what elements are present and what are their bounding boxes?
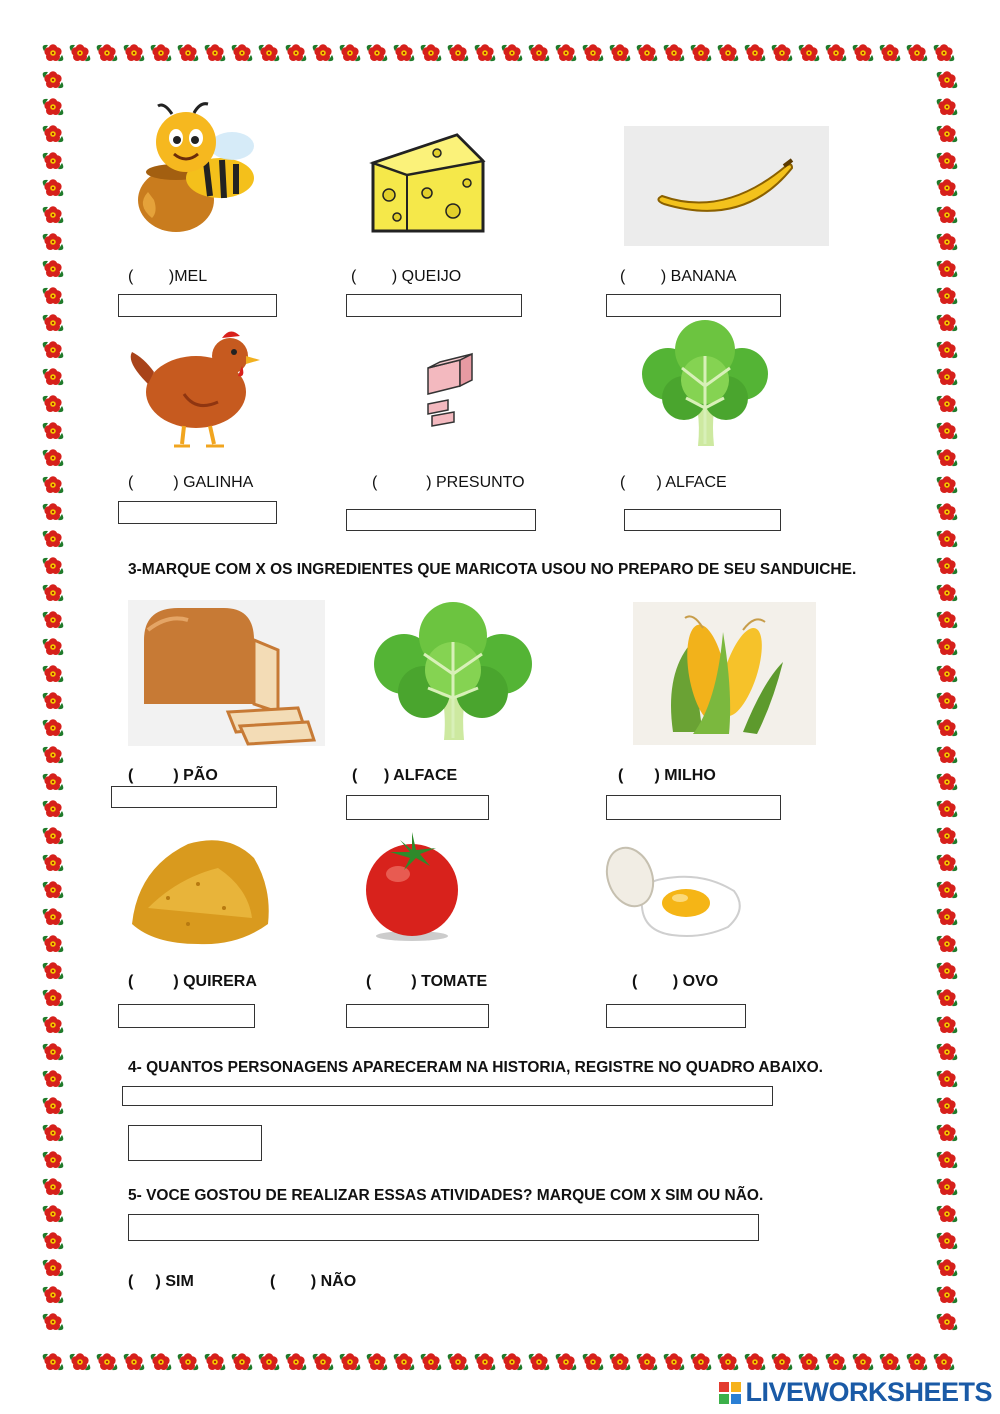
flower-icon bbox=[43, 1070, 64, 1087]
item-label-ovo: ( ) OVO bbox=[632, 973, 719, 990]
item-label-alface: ( ) ALFACE bbox=[352, 767, 458, 784]
flower-icon bbox=[70, 44, 91, 61]
flower-icon bbox=[43, 449, 64, 466]
flower-icon bbox=[937, 152, 958, 169]
flower-icon bbox=[937, 503, 958, 520]
flower-icon bbox=[937, 1286, 958, 1303]
flower-icon bbox=[937, 179, 958, 196]
flower-icon bbox=[43, 71, 64, 88]
flower-icon bbox=[43, 260, 64, 277]
flower-icon bbox=[43, 692, 64, 709]
flower-icon bbox=[637, 1353, 658, 1370]
flower-icon bbox=[205, 1353, 226, 1370]
item-label-tomate: ( ) TOMATE bbox=[366, 973, 488, 990]
flower-icon bbox=[934, 44, 955, 61]
flower-icon bbox=[178, 44, 199, 61]
lettuce-image bbox=[370, 600, 536, 745]
flower-icon bbox=[937, 1205, 958, 1222]
flower-icon bbox=[880, 1353, 901, 1370]
flower-icon bbox=[43, 746, 64, 763]
answer-box-question-5[interactable] bbox=[128, 1214, 759, 1241]
flower-icon bbox=[43, 665, 64, 682]
flower-icon bbox=[937, 638, 958, 655]
flower-icon bbox=[937, 422, 958, 439]
flower-icon bbox=[232, 44, 253, 61]
flower-icon bbox=[529, 1353, 550, 1370]
flower-icon bbox=[934, 1353, 955, 1370]
flower-icon bbox=[937, 260, 958, 277]
answer-box-ovo[interactable] bbox=[606, 1004, 746, 1028]
item-label-alface: ( ) ALFACE bbox=[620, 474, 727, 491]
flower-icon bbox=[259, 44, 280, 61]
flower-icon bbox=[394, 1353, 415, 1370]
flower-icon bbox=[43, 476, 64, 493]
flower-icon bbox=[43, 206, 64, 223]
flower-icon bbox=[43, 1259, 64, 1276]
question-3-title: 3-MARQUE COM X OS INGREDIENTES QUE MARICOTA USOU NO PREPARO DE SEU SANDUICHE. bbox=[128, 561, 857, 578]
answer-box-presunto[interactable] bbox=[346, 509, 536, 531]
flower-icon bbox=[43, 395, 64, 412]
flower-icon bbox=[502, 1353, 523, 1370]
item-label-queijo: ( ) QUEIJO bbox=[351, 268, 462, 285]
answer-box-personagens-count[interactable] bbox=[128, 1125, 262, 1161]
flower-icon bbox=[826, 1353, 847, 1370]
liveworksheets-logo bbox=[719, 1377, 992, 1408]
flower-icon bbox=[937, 719, 958, 736]
flower-icon bbox=[529, 44, 550, 61]
flower-icon bbox=[937, 1070, 958, 1087]
flower-icon bbox=[718, 44, 739, 61]
flower-icon bbox=[43, 1016, 64, 1033]
flower-icon bbox=[70, 1353, 91, 1370]
bread-image bbox=[128, 600, 325, 746]
flower-icon bbox=[772, 1353, 793, 1370]
flower-icon bbox=[340, 44, 361, 61]
flower-icon bbox=[43, 854, 64, 871]
flower-icon bbox=[772, 44, 793, 61]
flower-icon bbox=[664, 44, 685, 61]
flower-icon bbox=[610, 1353, 631, 1370]
flower-icon bbox=[556, 44, 577, 61]
flower-icon bbox=[124, 1353, 145, 1370]
flower-icon bbox=[43, 98, 64, 115]
flower-icon bbox=[286, 1353, 307, 1370]
option-nao[interactable]: ( ) NÃO bbox=[270, 1273, 357, 1290]
flower-icon bbox=[691, 44, 712, 61]
flower-icon bbox=[937, 233, 958, 250]
flower-icon bbox=[475, 44, 496, 61]
flower-icon bbox=[43, 1043, 64, 1060]
logo-square-i bbox=[731, 1382, 741, 1392]
item-label-milho: ( ) MILHO bbox=[618, 767, 716, 784]
flower-icon bbox=[937, 1151, 958, 1168]
flower-icon bbox=[937, 665, 958, 682]
flower-icon bbox=[43, 422, 64, 439]
flower-icon bbox=[937, 746, 958, 763]
flower-icon bbox=[937, 611, 958, 628]
flower-icon bbox=[556, 1353, 577, 1370]
flower-icon bbox=[826, 44, 847, 61]
answer-box-milho[interactable] bbox=[606, 795, 781, 820]
flower-icon bbox=[286, 44, 307, 61]
flower-icon bbox=[43, 773, 64, 790]
flower-icon bbox=[43, 287, 64, 304]
flower-icon bbox=[937, 368, 958, 385]
flower-icon bbox=[937, 557, 958, 574]
flower-icon bbox=[937, 1178, 958, 1195]
answer-box-alface[interactable] bbox=[346, 795, 489, 820]
item-label-presunto: ( ) PRESUNTO bbox=[372, 474, 525, 491]
flower-icon bbox=[43, 1178, 64, 1195]
hen-image bbox=[126, 322, 266, 454]
flower-icon bbox=[745, 1353, 766, 1370]
flower-icon bbox=[367, 44, 388, 61]
flower-icon bbox=[259, 1353, 280, 1370]
flower-icon bbox=[718, 1353, 739, 1370]
flower-icon bbox=[937, 206, 958, 223]
answer-box-banana[interactable] bbox=[606, 294, 781, 317]
flower-icon bbox=[799, 1353, 820, 1370]
flower-icon bbox=[313, 1353, 334, 1370]
flower-icon bbox=[907, 1353, 928, 1370]
flower-icon bbox=[43, 233, 64, 250]
flower-icon bbox=[43, 44, 64, 61]
flower-icon bbox=[664, 1353, 685, 1370]
flower-icon bbox=[937, 341, 958, 358]
item-label-pao: ( ) PÃO bbox=[128, 767, 218, 784]
flower-icon bbox=[43, 719, 64, 736]
flower-icon bbox=[937, 287, 958, 304]
bee-honey-image bbox=[128, 100, 278, 240]
flower-icon bbox=[97, 1353, 118, 1370]
flower-icon bbox=[43, 530, 64, 547]
flower-icon bbox=[691, 1353, 712, 1370]
flower-icon bbox=[43, 314, 64, 331]
option-sim[interactable]: ( ) SIM bbox=[128, 1273, 194, 1290]
flower-icon bbox=[43, 1124, 64, 1141]
flower-icon bbox=[937, 989, 958, 1006]
flower-icon bbox=[340, 1353, 361, 1370]
flower-icon bbox=[43, 584, 64, 601]
answer-box-pao[interactable] bbox=[111, 786, 277, 808]
answer-box-quirera[interactable] bbox=[118, 1004, 255, 1028]
flower-icon bbox=[43, 1313, 64, 1330]
flower-icon bbox=[394, 44, 415, 61]
flower-icon bbox=[937, 1043, 958, 1060]
tomato-image bbox=[360, 830, 465, 942]
answer-box-galinha[interactable] bbox=[118, 501, 277, 524]
flower-icon bbox=[43, 152, 64, 169]
logo-square-e bbox=[731, 1394, 741, 1404]
flower-icon bbox=[799, 44, 820, 61]
flower-icon bbox=[43, 1353, 64, 1370]
flower-icon bbox=[43, 1205, 64, 1222]
flower-icon bbox=[937, 692, 958, 709]
flower-icon bbox=[43, 1286, 64, 1303]
logo-mark-icon bbox=[719, 1382, 741, 1404]
flower-icon bbox=[43, 557, 64, 574]
flower-icon bbox=[43, 827, 64, 844]
flower-icon bbox=[448, 1353, 469, 1370]
flower-icon bbox=[937, 449, 958, 466]
flower-icon bbox=[124, 44, 145, 61]
item-label-mel: ( )MEL bbox=[128, 268, 208, 285]
flower-icon bbox=[583, 44, 604, 61]
flower-icon bbox=[421, 1353, 442, 1370]
flower-icon bbox=[43, 341, 64, 358]
ham-image bbox=[420, 348, 490, 430]
flower-icon bbox=[43, 638, 64, 655]
flower-icon bbox=[583, 1353, 604, 1370]
flower-icon bbox=[937, 854, 958, 871]
flower-icon bbox=[937, 98, 958, 115]
flower-icon bbox=[43, 503, 64, 520]
flower-icon bbox=[937, 908, 958, 925]
flower-icon bbox=[151, 1353, 172, 1370]
flower-icon bbox=[205, 44, 226, 61]
flower-icon bbox=[43, 1151, 64, 1168]
flower-icon bbox=[937, 476, 958, 493]
flower-icon bbox=[97, 44, 118, 61]
flower-icon bbox=[232, 1353, 253, 1370]
flower-icon bbox=[43, 368, 64, 385]
flower-icon bbox=[745, 44, 766, 61]
flower-icon bbox=[937, 530, 958, 547]
flower-icon bbox=[937, 584, 958, 601]
flower-icon bbox=[475, 1353, 496, 1370]
flower-icon bbox=[937, 935, 958, 952]
item-label-banana: ( ) BANANA bbox=[620, 268, 737, 285]
flower-icon bbox=[937, 881, 958, 898]
answer-box-queijo[interactable] bbox=[346, 294, 522, 317]
answer-box-question-4[interactable] bbox=[122, 1086, 773, 1106]
flower-icon bbox=[151, 44, 172, 61]
logo-square-v bbox=[719, 1394, 729, 1404]
logo-square-l bbox=[719, 1382, 729, 1392]
flower-icon bbox=[43, 1232, 64, 1249]
flower-icon bbox=[880, 44, 901, 61]
flower-icon bbox=[637, 44, 658, 61]
flower-icon bbox=[43, 935, 64, 952]
item-label-quirera: ( ) QUIRERA bbox=[128, 973, 257, 990]
cheese-image bbox=[367, 123, 492, 243]
egg-image bbox=[602, 843, 747, 943]
flower-icon bbox=[937, 1259, 958, 1276]
flower-icon bbox=[937, 773, 958, 790]
flower-icon bbox=[937, 1124, 958, 1141]
question-5-title: 5- VOCE GOSTOU DE REALIZAR ESSAS ATIVIDADES? MARQUE COM X SIM OU NÃO. bbox=[128, 1187, 764, 1204]
flower-icon bbox=[937, 1313, 958, 1330]
item-label-galinha: ( ) GALINHA bbox=[128, 474, 254, 491]
flower-icon bbox=[937, 1097, 958, 1114]
flower-icon bbox=[610, 44, 631, 61]
cornmeal-image bbox=[128, 828, 273, 948]
flower-icon bbox=[937, 125, 958, 142]
flower-icon bbox=[907, 44, 928, 61]
flower-icon bbox=[937, 800, 958, 817]
flower-icon bbox=[43, 989, 64, 1006]
flower-icon bbox=[313, 44, 334, 61]
flower-icon bbox=[43, 611, 64, 628]
flower-icon bbox=[43, 800, 64, 817]
flower-icon bbox=[937, 1016, 958, 1033]
flower-icon bbox=[421, 44, 442, 61]
flower-icon bbox=[502, 44, 523, 61]
flower-icon bbox=[43, 908, 64, 925]
flower-icon bbox=[937, 71, 958, 88]
flower-icon bbox=[937, 314, 958, 331]
flower-icon bbox=[367, 1353, 388, 1370]
brand-name: LIVEWORKSHEETS bbox=[745, 1377, 992, 1407]
answer-box-tomate[interactable] bbox=[346, 1004, 489, 1028]
flower-icon bbox=[43, 179, 64, 196]
answer-box-alface[interactable] bbox=[624, 509, 781, 531]
flower-icon bbox=[43, 881, 64, 898]
flower-icon bbox=[937, 1232, 958, 1249]
question-4-title: 4- QUANTOS PERSONAGENS APARECERAM NA HISTORIA, REGISTRE NO QUADRO ABAIXO. bbox=[128, 1059, 823, 1076]
answer-box-mel[interactable] bbox=[118, 294, 277, 317]
lettuce-image bbox=[638, 316, 773, 452]
flower-icon bbox=[937, 395, 958, 412]
corn-image bbox=[633, 602, 816, 745]
banana-image bbox=[624, 126, 829, 246]
flower-icon bbox=[43, 125, 64, 142]
flower-icon bbox=[43, 962, 64, 979]
flower-icon bbox=[937, 827, 958, 844]
flower-icon bbox=[43, 1097, 64, 1114]
flower-icon bbox=[937, 962, 958, 979]
flower-icon bbox=[178, 1353, 199, 1370]
flower-icon bbox=[853, 44, 874, 61]
flower-icon bbox=[853, 1353, 874, 1370]
flower-icon bbox=[448, 44, 469, 61]
